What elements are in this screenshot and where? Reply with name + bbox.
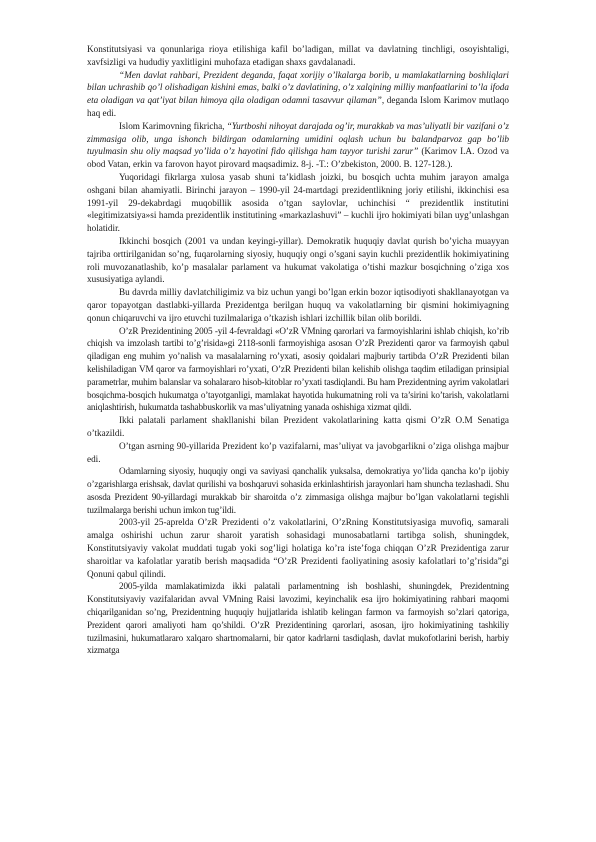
paragraph-3-intro: Islom Karimovning fikricha, (119, 120, 227, 131)
paragraph-10-text: Odamlarning siyosiy, huquqiy ongi va saviyasi qanchalik yuksalsa, demokratiya yo’lida qancha ko’p ijobiy o’zgarishlarga erishsak, davlat qurilishi va boshqaruvi sohasida erkinlashtirish jarayonlari ham shuncha tezlashadi. Shu asosda Prezident 90-yillardagi murakkab bir sharoitda o’z zimmasiga olishga majbur bo’lgan vakolatlarni tegishli tuzilmalarga berishi uchun imkon tug’ildi. (87, 466, 509, 515)
citation-reference: (Karimov I.A. Ozod va obod Vatan, erkin va farovon hayot pirovard maqsadimiz. 8-j. -T.: O’zbekiston, 2000. B. 127-128.). (87, 146, 509, 170)
paragraph-4 (87, 171, 509, 235)
quote-yurtboshi: “Yurtboshi nihoyat darajada og’ir, murakkab va mas’uliyatli bir vazifani o’z zimmasiga olib, unga ishonch bildirgan odamlarning umidini oqlash uchun bu balandparvoz gap bo’lib tuyulmasin shu oliy maqsad yo’lida o’z hayotini fido qilishga ham tayyor turishi zarur” (87, 120, 509, 157)
paragraph-12 (87, 580, 509, 657)
paragraph-1 (87, 43, 509, 69)
paragraph-7-text: O’zR Prezidentining 2005 -yil 4-fevraldagi «O’zR VMning qarorlari va farmoyishlarini ishlab chiqish, ko’rib chiqish va imzolash tartibi to’g’risida»gi 2118-sonli farmoyishiga asosan O’zR Prezidenti qaror va farmoyish qabul qiladigan eng muhim yo’nalish va masalalarning ro’yxati, asosiy qoidalari majburiy tartibda O’zR Prezidenti bilan kelishiladigan VM qaror va farmoyishlari ro’yxati, O’zR Prezidenti bilan kelishib olishga taqdim etiladigan prinsipial parametrlar, muhim balanslar va sohalararo hisob-kitoblar ro’yxati tasdiqlandi. Bu ham Prezidentning ayrim vakolatlari bosqichma-bosqich hukumatga o’tayotganligi, mamlakat hayotida hukumatning roli va ta’sirini ko’tarish, vakolatlarni aniqlashtirish, hukumatda tashabbuskorlik va mas’uliyatning yanada oshishiga xizmat qildi. (87, 325, 509, 413)
paragraph-8-text: Ikki palatali parlament shakllanishi bilan Prezident vakolatlarining katta qismi O’zR O.M Senatiga o’tkazildi. (87, 415, 509, 438)
paragraph-11-text: 2003-yil 25-aprelda O’zR Prezidenti o’z vakolatlarini, O’zRning Konstitutsiyasiga muvofiq, samarali amalga oshirishi uchun zarur sharoit yaratish sohasidagi munosabatlarni tartibga solish, shuningdek, Konstitutsiyaviy vakolat muddati tugab yoki sog’ligi holatiga ko’ra iste’foga chiqqan O’zR Prezidentiga zarur sharoitlar va kafolatlar yaratib berish maqsadida “O’zR Prezidenti faoliyatining asosiy kafolatlari to’g’risida”gi Qonuni qabul qilindi. (87, 517, 509, 579)
paragraph-11 (87, 516, 509, 580)
paragraph-9 (87, 440, 509, 466)
paragraph-1-text: Konstitutsiyasi va qonunlariga rioya etilishiga kafil bo’ladigan, millat va davlatning tinchligi, osoyishtaligi, xavfsizligi va hududiy yaxlitligini muhofaza etadigan shaxs gavdalanadi. (87, 44, 509, 67)
document-page (87, 43, 509, 657)
paragraph-5-text: Ikkinchi bosqich (2001 va undan keyingi-yillar). Demokratik huquqiy davlat qurish bo’yicha muayyan tajriba orttirilganidan so’ng, fuqarolarning siyosiy, huquqiy ongi o’sgani sayin kuchli prezidentlik hokimiyatining roli muvozanatlashib, ko’p masalalar parlament va hukumat vakolatiga o’tishi mazkur bosqichning o’ziga xos xususiyatiga aylandi. (87, 235, 509, 285)
paragraph-6 (87, 286, 509, 324)
paragraph-2-quote (87, 69, 509, 120)
paragraph-6-text: Bu davrda milliy davlatchiligimiz va biz uchun yangi bo’lgan erkin bozor iqtisodiyoti shakllanayotgan va qaror topayotgan dastlabki-yillarda Prezidentga berilgan huquq va vakolatlarning bir qismini hokimiyagning qonun chiqaruvchi va ijro etuvchi tuzilmalariga o’tkazish ishlari izchillik bilan olib borildi. (87, 287, 509, 323)
paragraph-4-text: Yuqoridagi fikrlarga xulosa yasab shuni ta’kidlash joizki, bu bosqich uchta muhim jarayon amalga oshgani bilan ahamiyatli. Birinchi jarayon – 1990-yil 24-martdagi prezidentlikning joriy etilishi, ikkinchisi esa 1991-yil 29-dekabrdagi muqobillik asosida o’tgan saylovlar, uchinchisi “ prezidentlik institutini «legitimizatsiya»si hamda prezidentlik institutining «markazlashuvi” – kuchli ijro hokimiyati bilan uyg’unlashgan holatidir. (87, 171, 509, 234)
paragraph-8 (87, 414, 509, 440)
paragraph-2-tail: , deganda Islom Karimov mutlaqo haq edi. (87, 95, 509, 118)
paragraph-10 (87, 465, 509, 516)
paragraph-12-text: 2005-yilda mamlakatimizda ikki palatali parlamentning ish boshlashi, shuningdek, Prezidentning Konstitutsiyaviy vazifalaridan avval VMning Raisi lavozimi, keyinchalik esa ijro hokimiyatining rahbari maqomi chiqarilganidan so’ng, Prezidentning huquqiy hujjatlarida ishlatib kelingan farmon va farmoyish so’zlari qatoriga, Prezident qarori amaliyoti ham qo’shildi. O’zR Prezidentining qarorlari, asosan, ijro hokimiyatining tashkiliy tuzilmasini, hukumatlararo xalqaro shartnomalarni, bir qator kadrlarni tasdiqlash, davlat mukofotlarini berish, harbiy xizmatga (87, 581, 509, 656)
paragraph-9-text: O’tgan asrning 90-yillarida Prezident ko’p vazifalarni, mas’uliyat va javobgarlikni o’ziga olishga majbur edi. (87, 440, 509, 464)
paragraph-7 (87, 325, 509, 415)
paragraph-3-quote (87, 120, 509, 171)
paragraph-5 (87, 235, 509, 286)
quote-karimov-president: “Men davlat rahbari, Prezident deganda, faqat xorijiy o’lkalarga borib, u mamlakatlarning boshliqlari bilan uchrashib qo’l olishadigan kishini emas, balki o’z davlatining, o’z xalqining milliy manfaatlarini to’la ifoda eta oladigan va qat’iyat bilan himoya qila oladigan odamni tasavvur qilaman” (87, 69, 509, 106)
